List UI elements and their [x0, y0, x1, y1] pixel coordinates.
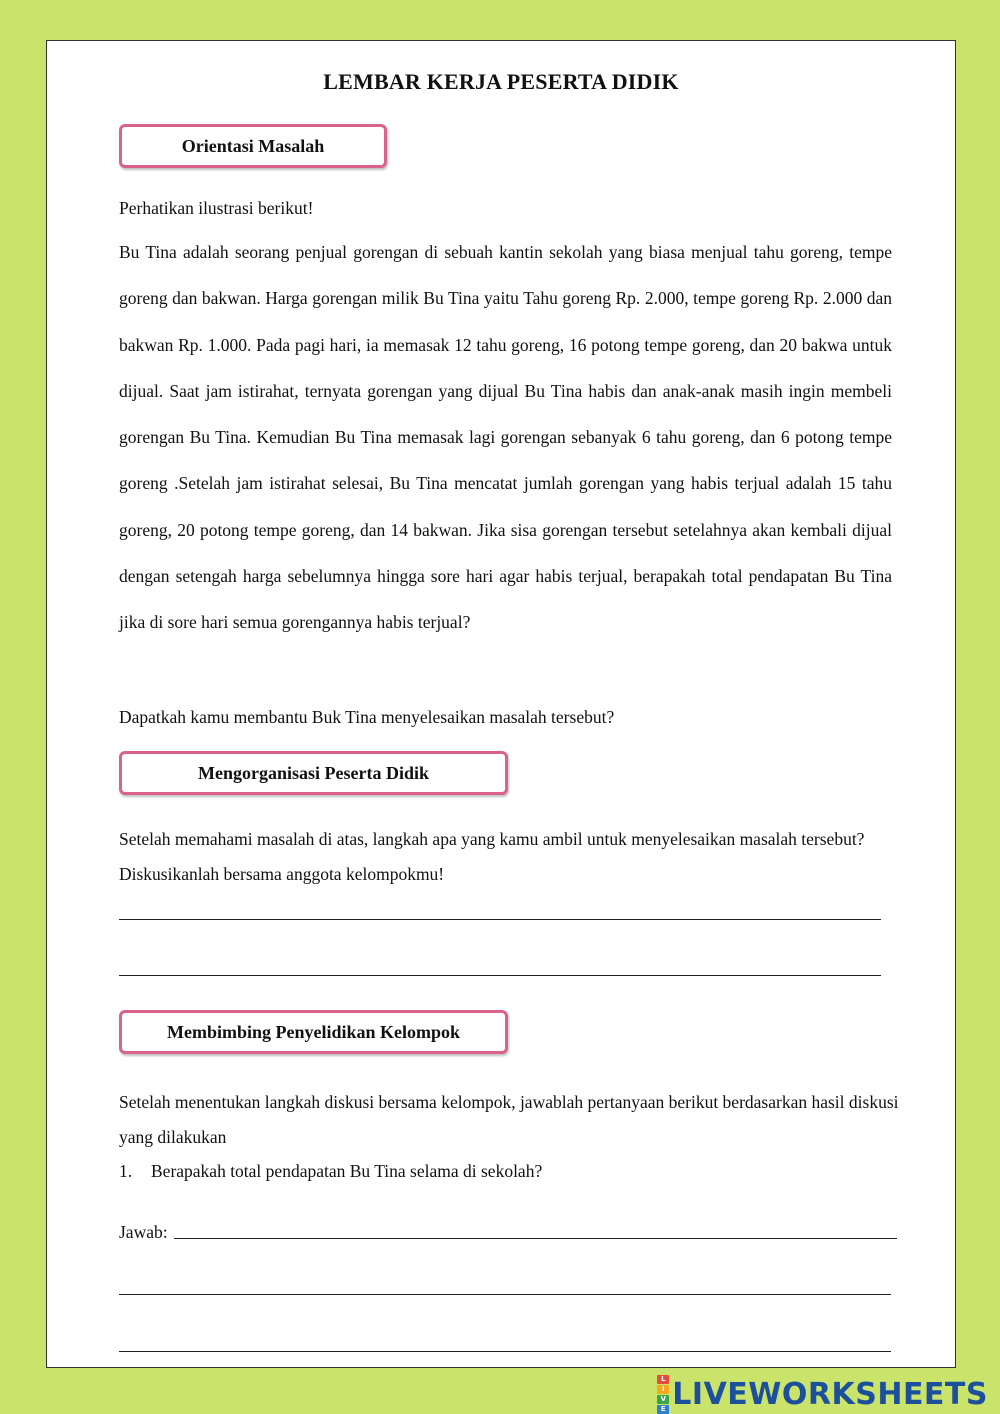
discussion-answer-line-2[interactable]: [119, 975, 881, 976]
section-heading-orientasi: Orientasi Masalah: [119, 124, 387, 168]
worksheet-page: [46, 40, 956, 1368]
orientasi-closing: Dapatkah kamu membantu Buk Tina menyelesaikan masalah tersebut?: [119, 707, 615, 727]
question-number: 1.: [119, 1161, 133, 1181]
logo-block-i: I: [657, 1385, 669, 1394]
answer-line-2[interactable]: [119, 1294, 891, 1295]
answer-label: Jawab:: [119, 1222, 168, 1242]
membimbing-text: Setelah menentukan langkah diskusi bersama kelompok, jawablah pertanyaan berikut berdasarkan hasil diskusi yang dilakukan: [119, 1092, 899, 1147]
question-1: [119, 1161, 542, 1182]
orientasi-story: Bu Tina adalah seorang penjual gorengan di sebuah kantin sekolah yang biasa menjual tahu goreng, tempe goreng dan bakwan. Harga gorengan milik Bu Tina yaitu Tahu goreng Rp. 2.000, tempe goreng Rp. 2.000 dan bakwan Rp. 1.000. Pada pagi hari, ia memasak 12 tahu goreng, 16 potong tempe goreng, dan 20 bakwa untuk dijual. Saat jam istirahat, ternyata gorengan yang dijual Bu Tina habis dan anak-anak masih ingin membeli gorengan Bu Tina. Kemudian Bu Tina memasak lagi gorengan sebanyak 6 tahu goreng, dan 6 potong tempe goreng .Setelah jam istirahat selesai, Bu Tina mencatat jumlah gorengan yang habis terjual adalah 15 tahu goreng, 20 potong tempe goreng, dan 14 bakwan. Jika sisa gorengan tersebut setelahnya akan kembali dijual dengan setengah harga sebelumnya hingga sore hari agar habis terjual, berapakah total pendapatan Bu Tina jika di sore hari semua gorengannya habis terjual?: [119, 242, 892, 633]
question-text: Berapakah total pendapatan Bu Tina selama di sekolah?: [151, 1161, 543, 1181]
section-heading-mengorganisasi: Mengorganisasi Peserta Didik: [119, 751, 508, 795]
discussion-answer-line-1[interactable]: [119, 919, 881, 920]
logo-blocks-icon: [657, 1375, 669, 1414]
answer-line-1[interactable]: [174, 1238, 897, 1239]
logo-block-e: E: [657, 1405, 669, 1414]
answer-line-3[interactable]: [119, 1351, 891, 1352]
orientasi-intro: Perhatikan ilustrasi berikut!: [119, 198, 314, 218]
answer-row: [119, 1219, 897, 1243]
section-heading-membimbing: Membimbing Penyelidikan Kelompok: [119, 1010, 508, 1054]
page-title: LEMBAR KERJA PESERTA DIDIK: [323, 69, 679, 94]
logo-block-l: L: [657, 1375, 669, 1384]
liveworksheets-logo[interactable]: [657, 1375, 988, 1414]
logo-block-v: V: [657, 1395, 669, 1404]
mengorganisasi-text: Setelah memahami masalah di atas, langkah apa yang kamu ambil untuk menyelesaikan masalah tersebut? Diskusikanlah bersama anggota kelompokmu!: [119, 829, 865, 884]
brand-name: LIVEWORKSHEETS: [672, 1377, 988, 1412]
